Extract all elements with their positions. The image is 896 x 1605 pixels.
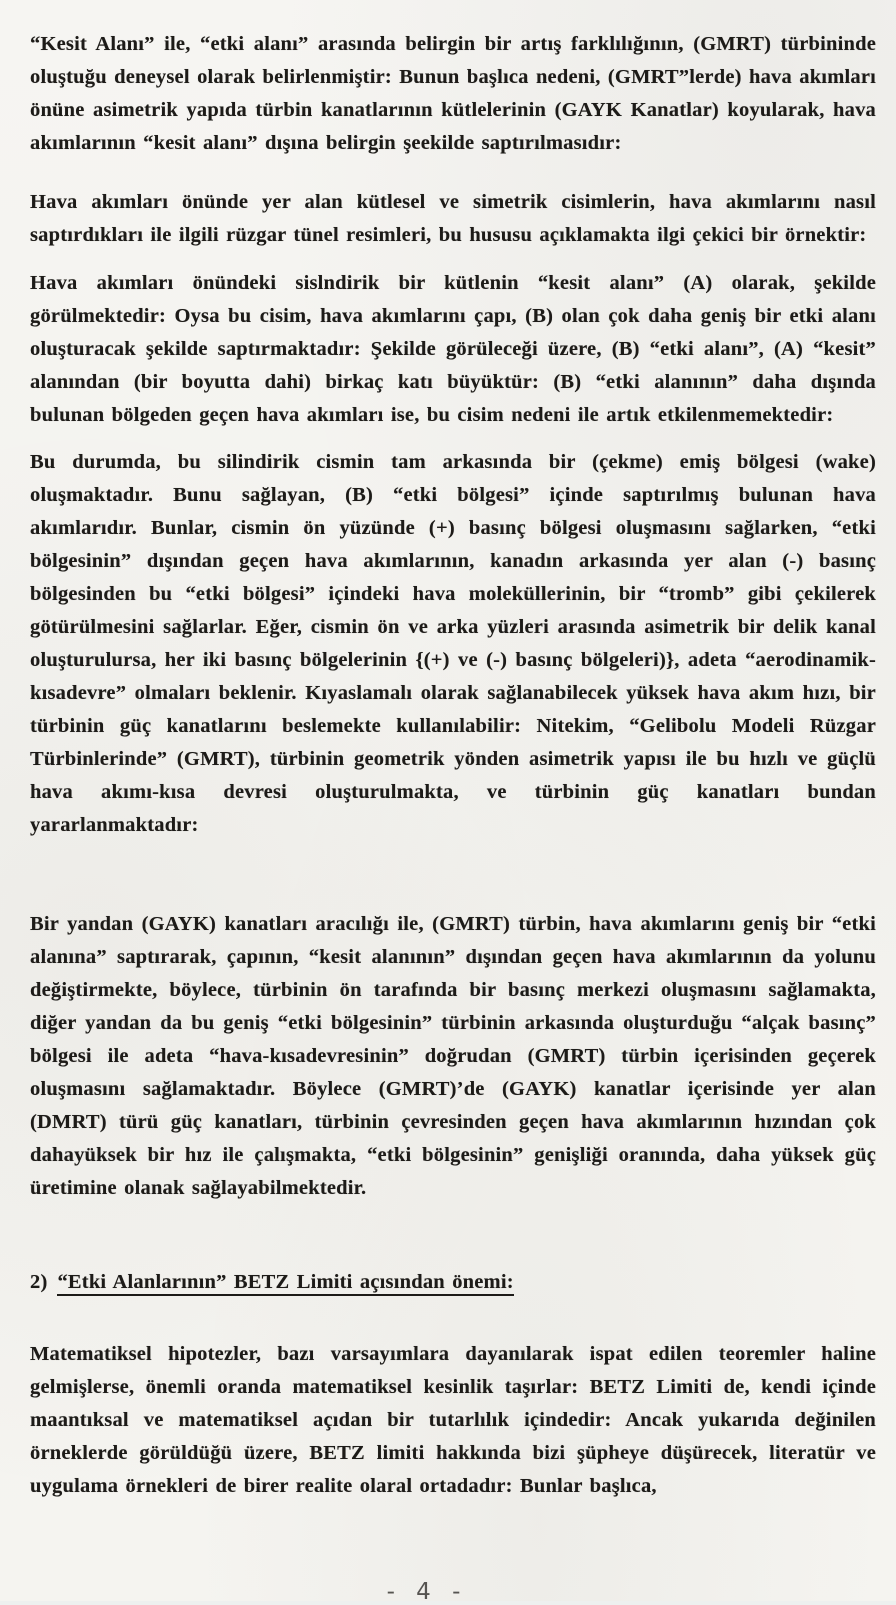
paragraph-silindirik-kutle-kesit-alani: Hava akımları önündeki sislndirik bir kütlenin “kesit alanı” (A) olarak, şekilde görülmektedir: Oysa bu cisim, hava akımlarını çapı, (B) olan çok daha geniş bir etki alanı oluşturacak şekilde saptırmaktadır: Şekilde görüleceği üzere, (B) “etki alanı”, (A) “kesit” alanından (bir boyutta dahi) birkaç katı büyüktür: (B) “etki alanının” daha dışında bulunan bölgeden geçen hava akımları ise, bu cisim nedeni ile artık etkilenmemektedir:	[30, 272, 876, 426]
page-number: - 4 -	[386, 1579, 468, 1605]
paragraph-betz-limiti-matematiksel: Matematiksel hipotezler, bazı varsayımlara dayanılarak ispat edilen teoremler haline gelmişlerse, önemli oranda matematiksel kesinlik taşırlar: BETZ Limiti de, kendi içinde maantıksal ve matematiksel açıdan bir tutarlılık içindedir: Ancak yukarıda değinilen örneklerde görüldüğü üzere, BETZ limiti hakkında bizi şüpheye düşürecek, literatür ve uygulama örnekleri de birer realite olaral ortadadır: Bunlar başlıca,	[30, 1343, 876, 1497]
paragraph-kesit-alani-etki-alani: “Kesit Alanı” ile, “etki alanı” arasında belirgin bir artış farklılığının, (GMRT) türbininde oluştuğu deneysel olarak belirlenmiştir: Bunun başlıca nedeni, (GMRT”lerde) hava akımları önüne asimetrik yapıda türbin kanatlarının kütlelerinin (GAYK Kanatlar) koyularak, hava akımlarının “kesit alanı” dışına belirgin şeekilde saptırılmasıdır:	[30, 33, 877, 154]
paragraph-gayk-kanatlari-etki-bolgesi: Bir yandan (GAYK) kanatları aracılığı ile, (GMRT) türbin, hava akımlarını geniş bir “etki alanına” saptırarak, çapının, “kesit alanının” dışından geçen hava akımlarının da yolunu değiştirmekte, böylece, türbinin ön tarafında bir basınç merkezi oluşmasını sağlamakta, diğer yandan da bu geniş “etki bölgesinin” türbinin arkasında oluşturduğu “alçak basınç” bölgesi ile adeta “hava-kısadevresinin” doğrudan (GMRT) türbin içerisinden geçerek oluşmasını sağlamaktadır. Böylece (GMRT)’de (GAYK) kanatlar içerisinde yer alan (DMRT) türü güç kanatları, türbinin çevresinden geçen hava akımlarının hızından çok dahayüksek bir hız ile çalışmakta, “etki bölgesinin” genişliği oranında, daha yüksek güç üretimine olanak sağlayabilmektedir.	[30, 913, 876, 1199]
paragraph-ruzgar-tunel-resimleri: Hava akımları önünde yer alan kütlesel ve simetrik cisimlerin, hava akımlarını nasıl saptırdıkları ile ilgili rüzgar tünel resimleri, bu hususu açıklamakta ilgi çekici bir örnektir:	[30, 191, 876, 246]
paragraph-wake-emis-bolgesi: Bu durumda, bu silindirik cismin tam arkasında bir (çekme) emiş bölgesi (wake) oluşmaktadır. Bunu sağlayan, (B) “etki bölgesi” içinde saptırılmış bulunan hava akımlarıdır. Bunlar, cismin ön yüzünde (+) basınç bölgesi oluşmasını sağlarken, “etki bölgesinin” dışından geçen hava akımlarının, kanadın arkasında yer alan (-) basınç bölgesinden bu “etki bölgesi” içindeki hava moleküllerinin, bir “tromb” gibi çekilerek götürülmesini sağlarlar. Eğer, cismin ön ve arka yüzleri arasında asimetrik bir delik kanal oluşturulursa, her iki basınç bölgelerinin {(+) ve (-) basınç bölgeleri)}, adeta “aerodinamik-kısadevre” olmaları beklenir. Kıyaslamalı olarak sağlanabilecek yüksek hava akım hızı, bir türbinin güç kanatlarını beslemekte kullanılabilir: Nitekim, “Gelibolu Modeli Rüzgar Türbinlerinde” (GMRT), türbinin geometrik yönden asimetrik yapısı ile bu hızlı ve güçlü hava akımı-kısa devresi oluşturulmakta, ve türbinin güç kanatları bundan yararlanmaktadır:	[30, 451, 876, 836]
section-heading-number: 2)	[30, 1271, 48, 1293]
section-heading	[30, 1266, 876, 1299]
section-heading-title: “Etki Alanlarının” BETZ Limiti açısından önemi:	[57, 1271, 513, 1296]
